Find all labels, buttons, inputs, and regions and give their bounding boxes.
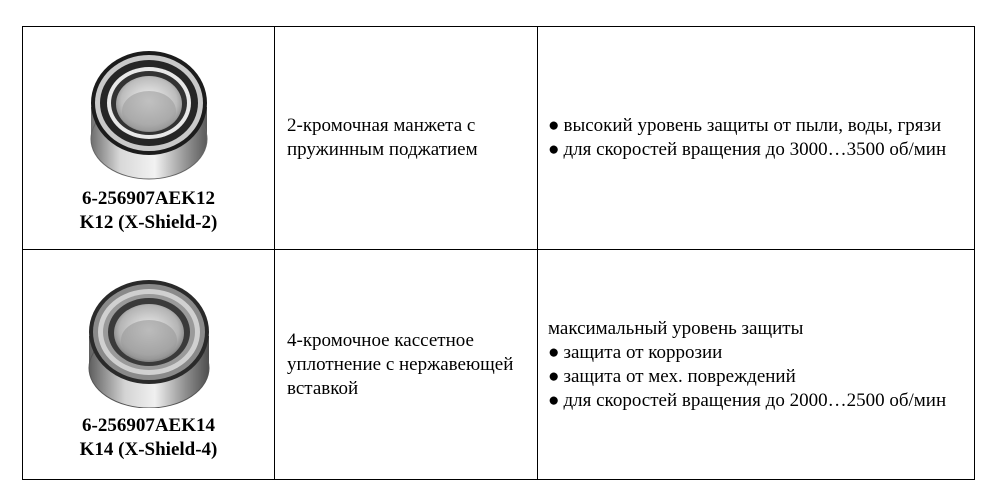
feature-item: ● защита от мех. повреждений: [548, 365, 796, 387]
seal-description: 2-кромочная манжета с пружинным поджатием: [275, 27, 538, 250]
features-cell: [538, 250, 975, 480]
feature-item: ● защита от коррозии: [548, 341, 723, 363]
bullet-icon: ●: [548, 341, 560, 363]
features-cell: [538, 27, 975, 250]
bearing-spec-table: [22, 26, 975, 480]
feature-intro: максимальный уровень защиты: [548, 317, 804, 339]
bullet-icon: ●: [548, 139, 560, 160]
seal-description: 4-кромочное кассетное уплотнение с нержавеющей вставкой: [275, 250, 538, 480]
product-variant: K14 (X-Shield-4): [79, 438, 218, 460]
feature-item: ● высокий уровень защиты от пыли, воды, грязи: [548, 115, 942, 136]
product-variant: K12 (X-Shield-2): [79, 212, 218, 233]
bearing-k14-icon: [79, 268, 219, 408]
product-cell: [23, 27, 275, 250]
bearing-k12-icon: [79, 41, 219, 181]
bullet-icon: ●: [548, 115, 560, 136]
table-row: [23, 27, 975, 250]
product-cell: [23, 250, 275, 480]
feature-item: ● для скоростей вращения до 3000…3500 об/мин: [548, 139, 947, 160]
feature-item: ● для скоростей вращения до 2000…2500 об/мин: [548, 389, 947, 411]
bullet-icon: ●: [548, 389, 560, 411]
bullet-icon: ●: [548, 365, 560, 387]
table-row: [23, 250, 975, 480]
product-code: 6-256907AEK14: [82, 414, 215, 436]
product-code: 6-256907AEK12: [82, 188, 215, 209]
